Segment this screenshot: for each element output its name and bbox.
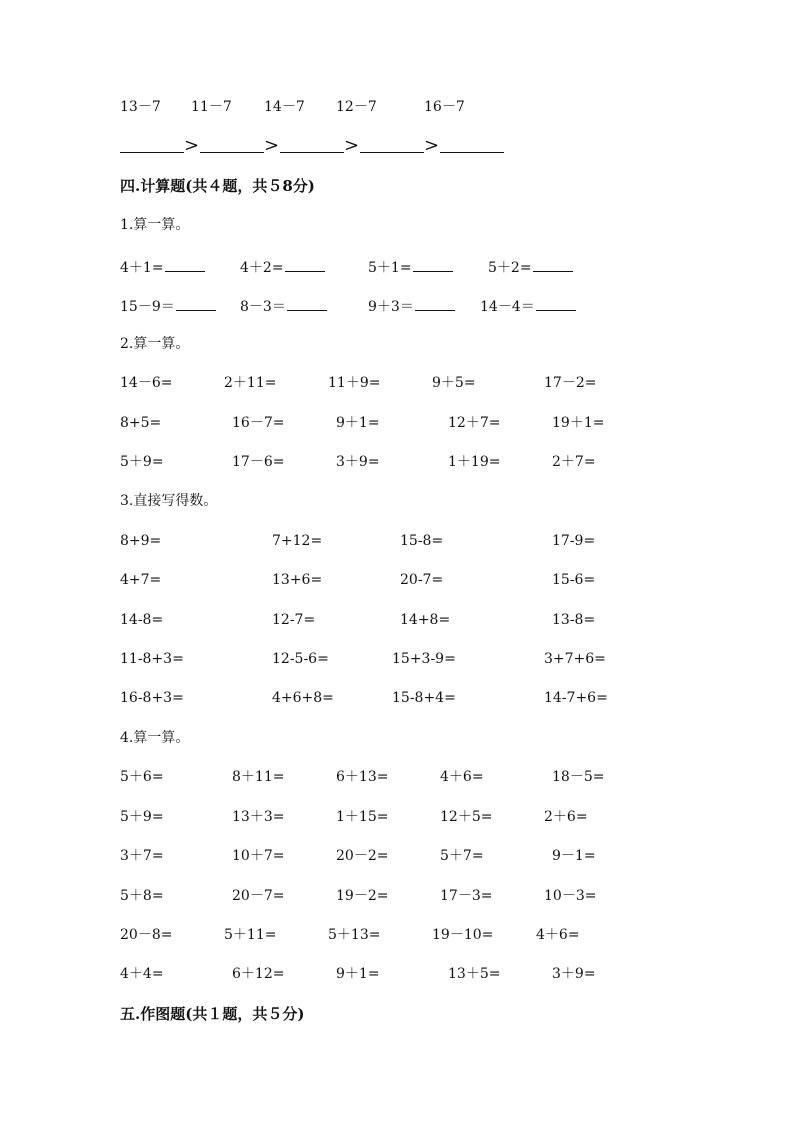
exercise-item: 16－7= bbox=[232, 415, 285, 431]
answer-blank[interactable] bbox=[165, 257, 205, 272]
exercise-item: 9＋3＝ bbox=[368, 296, 455, 316]
exercise-item: 19－2= bbox=[336, 888, 389, 904]
exercise-item: 13＋5= bbox=[448, 966, 501, 982]
ordering-expression: 13－7 bbox=[120, 99, 161, 115]
exercise-item: 10＋7= bbox=[232, 848, 285, 864]
exercise-item: 20-7= bbox=[400, 572, 444, 588]
exercise-item: 11-8+3= bbox=[120, 651, 184, 667]
exercise-item: 9＋5= bbox=[432, 375, 476, 391]
greater-than-symbol: > bbox=[184, 135, 200, 156]
answer-blank[interactable] bbox=[360, 152, 424, 153]
exercise-item: 5＋8= bbox=[120, 888, 164, 904]
exercise-item: 14-8= bbox=[120, 612, 164, 628]
greater-than-symbol: > bbox=[264, 135, 280, 156]
question-title: 4.算一算。 bbox=[120, 730, 190, 746]
answer-blank[interactable] bbox=[413, 257, 453, 272]
exercise-item: 16-8+3= bbox=[120, 690, 184, 706]
answer-blank[interactable] bbox=[415, 296, 455, 311]
exercise-item: 4＋6= bbox=[440, 769, 484, 785]
exercise-item: 14+8= bbox=[400, 612, 451, 628]
exercise-item: 2＋6= bbox=[544, 809, 588, 825]
exercise-item: 12＋5= bbox=[440, 809, 493, 825]
exercise-item: 5＋11= bbox=[224, 927, 277, 943]
answer-blank[interactable] bbox=[440, 152, 504, 153]
exercise-item: 15-6= bbox=[552, 572, 596, 588]
exercise-item: 12-5-6= bbox=[272, 651, 329, 667]
exercise-item: 5＋9= bbox=[120, 809, 164, 825]
exercise-item: 12-7= bbox=[272, 612, 316, 628]
answer-blank[interactable] bbox=[200, 152, 264, 153]
answer-blank[interactable] bbox=[280, 152, 344, 153]
exercise-item: 4＋1= bbox=[120, 257, 205, 277]
exercise-item: 19－10= bbox=[432, 927, 494, 943]
exercise-item: 13＋3= bbox=[232, 809, 285, 825]
exercise-item: 15-8+4= bbox=[392, 690, 456, 706]
question-title: 2.算一算。 bbox=[120, 336, 190, 352]
answer-blank[interactable] bbox=[176, 296, 216, 311]
exercise-item: 18－5= bbox=[552, 769, 605, 785]
exercise-item: 5＋13= bbox=[328, 927, 381, 943]
answer-blank[interactable] bbox=[536, 296, 576, 311]
exercise-item: 14－4＝ bbox=[480, 296, 576, 316]
exercise-item: 10－3= bbox=[544, 888, 597, 904]
ordering-expression: 12－7 bbox=[336, 99, 377, 115]
exercise-item: 14-7+6= bbox=[544, 690, 608, 706]
section-heading: 五.作图题(共１题，共５分) bbox=[120, 1005, 305, 1023]
exercise-item: 5＋7= bbox=[440, 848, 484, 864]
ordering-expression: 16－7 bbox=[424, 99, 465, 115]
exercise-item: 8+9= bbox=[120, 533, 162, 549]
exercise-item: 8+5= bbox=[120, 415, 162, 431]
greater-than-symbol: > bbox=[424, 135, 440, 156]
exercise-item: 8－3＝ bbox=[240, 296, 327, 316]
exercise-item: 13+6= bbox=[272, 572, 323, 588]
ordering-answer-row bbox=[120, 136, 520, 156]
exercise-item: 2＋11= bbox=[224, 375, 277, 391]
exercise-item: 15-8= bbox=[400, 533, 444, 549]
exercise-item: 2＋7= bbox=[552, 454, 596, 470]
exercise-item: 5＋2= bbox=[488, 257, 573, 277]
ordering-expression: 14－7 bbox=[264, 99, 305, 115]
answer-blank[interactable] bbox=[533, 257, 573, 272]
exercise-item: 9＋1= bbox=[336, 966, 380, 982]
exercise-item: 3＋9= bbox=[552, 966, 596, 982]
exercise-item: 6＋13= bbox=[336, 769, 389, 785]
exercise-item: 5＋9= bbox=[120, 454, 164, 470]
exercise-item: 6＋12= bbox=[232, 966, 285, 982]
exercise-item: 5＋1= bbox=[368, 257, 453, 277]
ordering-expression: 11－7 bbox=[191, 99, 232, 115]
exercise-item: 8＋11= bbox=[232, 769, 285, 785]
exercise-item: 7+12= bbox=[272, 533, 323, 549]
exercise-item: 1＋19= bbox=[448, 454, 501, 470]
exercise-item: 20－8= bbox=[120, 927, 173, 943]
exercise-item: 4+7= bbox=[120, 572, 162, 588]
exercise-item: 17－6= bbox=[232, 454, 285, 470]
exercise-item: 15－9＝ bbox=[120, 296, 216, 316]
exercise-item: 4+6+8= bbox=[272, 690, 334, 706]
exercise-item: 3＋7= bbox=[120, 848, 164, 864]
exercise-item: 4＋6= bbox=[536, 927, 580, 943]
exercise-item: 9－1= bbox=[552, 848, 596, 864]
question-title: 1.算一算。 bbox=[120, 217, 190, 233]
greater-than-symbol: > bbox=[344, 135, 360, 156]
exercise-item: 19＋1= bbox=[552, 415, 605, 431]
answer-blank[interactable] bbox=[285, 257, 325, 272]
exercise-item: 5＋6= bbox=[120, 769, 164, 785]
exercise-item: 4＋2= bbox=[240, 257, 325, 277]
exercise-item: 9＋1= bbox=[336, 415, 380, 431]
exercise-item: 12＋7= bbox=[448, 415, 501, 431]
exercise-item: 13-8= bbox=[552, 612, 596, 628]
exercise-item: 17-9= bbox=[552, 533, 596, 549]
section-heading: 四.计算题(共４题，共５8分) bbox=[120, 177, 315, 195]
answer-blank[interactable] bbox=[120, 152, 184, 153]
exercise-item: 11＋9= bbox=[328, 375, 381, 391]
exercise-item: 3＋9= bbox=[336, 454, 380, 470]
exercise-item: 1＋15= bbox=[336, 809, 389, 825]
exercise-item: 15+3-9= bbox=[392, 651, 456, 667]
answer-blank[interactable] bbox=[287, 296, 327, 311]
exercise-item: 14－6= bbox=[120, 375, 173, 391]
exercise-item: 4＋4= bbox=[120, 966, 164, 982]
exercise-item: 17－3= bbox=[440, 888, 493, 904]
exercise-item: 17－2= bbox=[544, 375, 597, 391]
exercise-item: 3+7+6= bbox=[544, 651, 606, 667]
exercise-item: 20－7= bbox=[232, 888, 285, 904]
exercise-item: 20－2= bbox=[336, 848, 389, 864]
question-title: 3.直接写得数。 bbox=[120, 493, 218, 509]
